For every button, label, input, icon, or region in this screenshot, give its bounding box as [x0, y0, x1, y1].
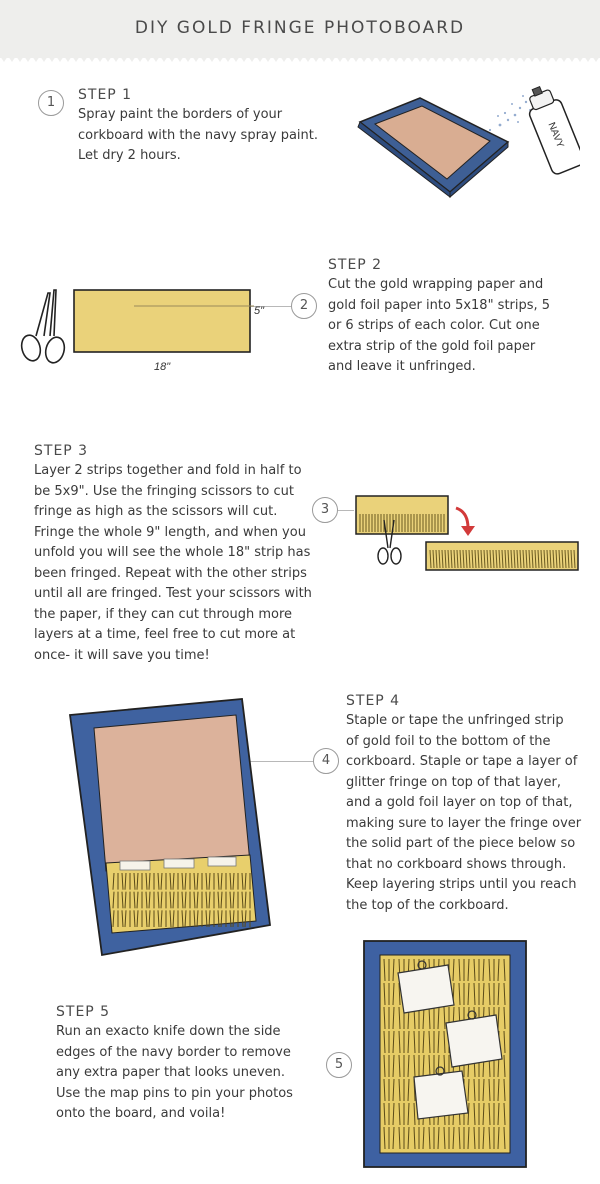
step-4-title: STEP 4	[346, 693, 401, 709]
gold-paper-strip	[74, 290, 250, 352]
step-3-text: Layer 2 strips together and fold in half to be 5x9". Use the fringing scissors to cut fringe as high as the scissors will cut. Fringe the whole 9" length, and when you unfold you will see the whole 18" strip has been fringed. Repeat with the other strips until all are fringed. Test your scissors with the paper, if they can cut through more layers at a time, feel free to cut more at once- it will save you time!	[34, 463, 312, 663]
step-5-text: Run an exacto knife down the side edges of the navy border to remove any extra paper that looks uneven. Use the map pins to pin your photos onto the board, and voila!	[56, 1024, 293, 1121]
page-title: DIY GOLD FRINGE PHOTOBOARD	[134, 18, 466, 38]
header-zigzag-edge	[0, 56, 600, 64]
finished-photoboard-illustration	[358, 935, 532, 1175]
navy-spray-can	[521, 81, 580, 175]
unfolded-fringed-strip	[426, 542, 578, 570]
arrow-icon	[456, 508, 475, 536]
step-1-title: STEP 1	[78, 87, 133, 103]
folded-strip	[356, 496, 448, 534]
corkboard-layering-illustration	[60, 693, 278, 961]
spray-painted-corkboard-illustration	[330, 80, 580, 210]
scissors-icon	[19, 290, 67, 365]
step-1-number: 1	[38, 90, 64, 116]
width-dimension-label: 18"	[154, 361, 171, 373]
step-2-number: 2	[291, 293, 317, 319]
step-5-number: 5	[326, 1052, 352, 1078]
step-5-title: STEP 5	[56, 1004, 111, 1020]
step-4-text: Staple or tape the unfringed strip of gold foil to the bottom of the corkboard. Staple or tape a layer of glitter fringe on top of that layer, and a gold foil layer on top of that, making sure to layer the fringe over the solid part of the piece below so that no corkboard shows through. Keep layering strips until you reach the top of the corkboard.	[346, 713, 582, 913]
gold-strip-measure-illustration	[14, 278, 294, 378]
step-3-title: STEP 3	[34, 443, 89, 459]
step-2-text: Cut the gold wrapping paper and gold foil paper into 5x18" strips, 5 or 6 strips of each color. Cut one extra strip of the gold foil paper and leave it unfringed.	[328, 277, 551, 374]
can-label: NAVY	[545, 120, 566, 150]
fringing-strip-illustration	[350, 490, 586, 586]
spray-mist	[489, 95, 531, 131]
step-1-text: Spray paint the borders of your corkboard with the navy spray paint. Let dry 2 hours.	[78, 107, 319, 163]
step-4-number: 4	[313, 748, 339, 774]
height-dimension-label: 5"	[254, 305, 265, 317]
corkboard-frame	[358, 98, 508, 197]
cork-surface	[94, 715, 250, 871]
step-2-title: STEP 2	[328, 257, 383, 273]
step-3-number: 3	[312, 497, 338, 523]
